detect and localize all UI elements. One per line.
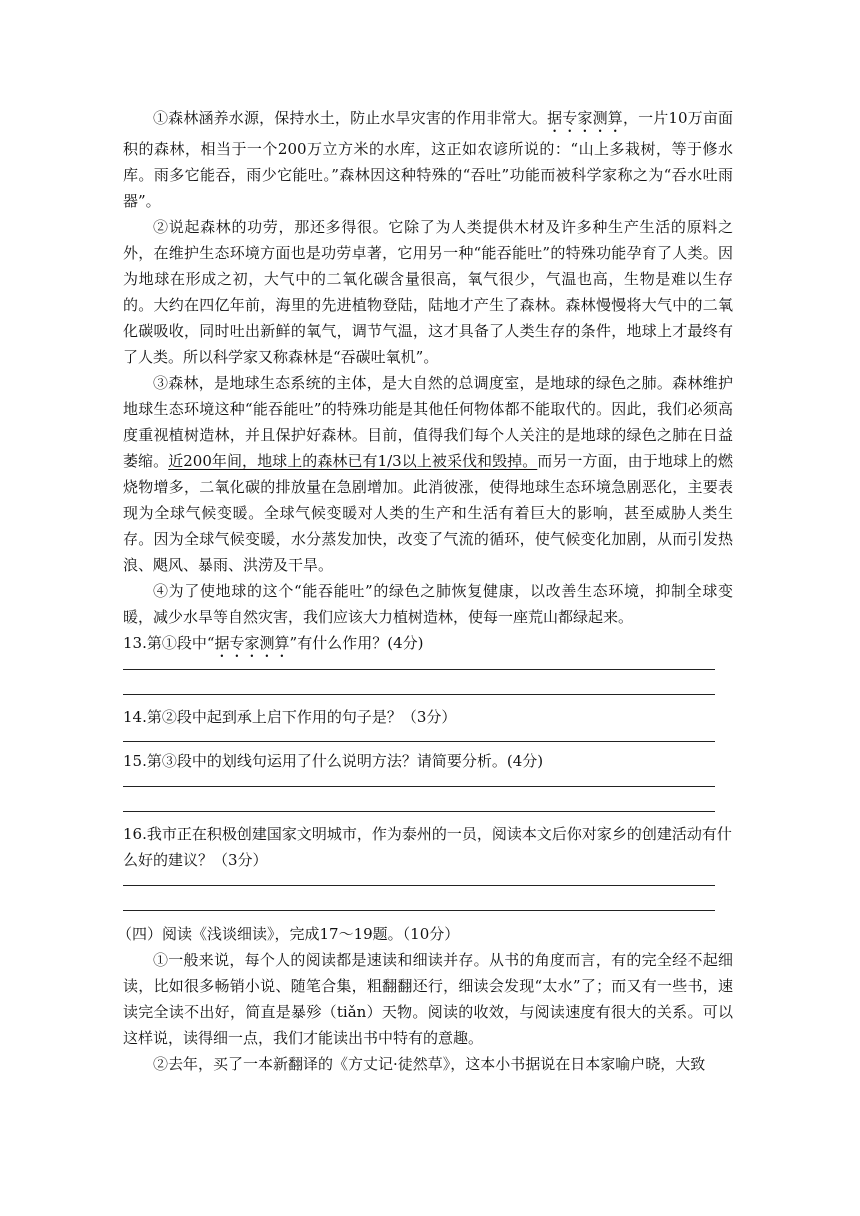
- passage4-paragraph-2: ②去年，买了一本新翻译的《方丈记·徒然草》，这本小书据说在日本家喻户晓，大致: [153, 1055, 706, 1073]
- answer-line[interactable]: [123, 786, 715, 787]
- p3-text-a: ③森林，是地球生态系统的主体，是大自然的总调度室，是地球的绿色之肺。森林维护地球生态环境这种“能吞能吐”的特殊功能是其他任何物体都不能取代的。因此，我们必须高度重视植树造林，并且保护好森林。目前，值得我们每个人关注的是地球的绿色之肺在日益萎缩。: [123, 374, 733, 470]
- answer-line[interactable]: [123, 885, 715, 886]
- answer-line[interactable]: [123, 669, 715, 670]
- passage3-paragraph-4: ④为了使地球的这个“能吞能吐”的绿色之肺恢复健康，以改善生态环境，抑制全球变暖，减少水旱等自然灾害，我们应该大力植树造林，使每一座荒山都绿起来。: [123, 582, 733, 626]
- passage4-paragraph-1: ①一般来说，每个人的阅读都是速读和细读并存。从书的角度而言，有的完全经不起细读，比如很多畅销小说、随笔合集，粗翻翻还行，细读会发现“太水”了；而又有一些书，速读完全读不出好，简直是暴殄（tiǎn）天物。阅读的收效，与阅读速度有很大的关系。可以这样说，读得细一点，我们才能读出书中特有的意趣。: [123, 951, 733, 1047]
- question-14: 14.第②段中起到承上启下作用的句子是？（3分）: [123, 708, 457, 726]
- answer-line[interactable]: [123, 741, 715, 742]
- p3-text-b: 而另一方面，由于地球上的燃烧物增多，二氧化碳的排放量在急剧增加。此消彼涨，使得地球生态环境急剧恶化，主要表现为全球气候变暖。全球气候变暖对人类的生产和生活有着巨大的影响，甚至威胁人类生存。因为全球气候变暖，水分蒸发加快，改变了气流的循环，使气候变化加剧，从而引发热浪、飓风、暴雨、洪涝及干旱。: [123, 452, 733, 574]
- passage3-paragraph-1: [123, 105, 733, 214]
- answer-line[interactable]: [123, 910, 715, 911]
- p1-text-a: ①森林涵养水源，保持水土，防止水旱灾害的作用非常大。: [153, 109, 548, 127]
- question-16: 16.我市正在积极创建国家文明城市，作为泰州的一员，阅读本文后你对家乡的创建活动有什么好的建议？（3分）: [123, 825, 732, 869]
- question-15: 15.第③段中的划线句运用了什么说明方法？请简要分析。(4分): [123, 752, 544, 770]
- passage3-paragraph-3: [123, 370, 733, 578]
- section-4-heading: （四）阅读《浅谈细读》，完成17～19题。（10分）: [117, 925, 460, 943]
- content-column: [117, 105, 733, 1077]
- p3-underlined-sentence: 近200年间，地球上的森林已有1/3以上被采伐和毁掉。: [168, 452, 538, 470]
- answer-line[interactable]: [123, 694, 715, 695]
- passage3-paragraph-2: ②说起森林的功劳，那还多得很。它除了为人类提供木材及许多种生产生活的原料之外，在维护生态环境方面也是功劳卓著，它用另一种“能吞能吐”的特殊功能孕育了人类。因为地球在形成之初，大气中的二氧化碳含量很高，氧气很少，气温也高，生物是难以生存的。大约在四亿年前，海里的先进植物登陆，陆地才产生了森林。森林慢慢将大气中的二氧化碳吸收，同时吐出新鲜的氧气，调节气温，这才具备了人类生存的条件，地球上才最终有了人类。所以科学家又称森林是“吞碳吐氧机”。: [123, 218, 733, 366]
- q13-text-a: 13.第①段中“: [123, 634, 215, 652]
- p1-emphasized-phrase: 据专家测算: [547, 109, 623, 127]
- answer-line[interactable]: [123, 811, 715, 812]
- q13-emphasized-phrase: 据专家测算: [214, 634, 290, 652]
- p1-text-b: ，一片10万亩面积的森林，相当于一个200万立方米的水库，这正如农谚所说的：“山上多栽树，等于修水库。雨多它能吞，雨少它能吐。”森林因这种特殊的“吞吐”功能而被科学家称之为“吞水吐雨器”。: [123, 109, 733, 210]
- q13-text-b: ”有什么作用？(4分): [289, 634, 424, 652]
- question-13: [123, 630, 733, 661]
